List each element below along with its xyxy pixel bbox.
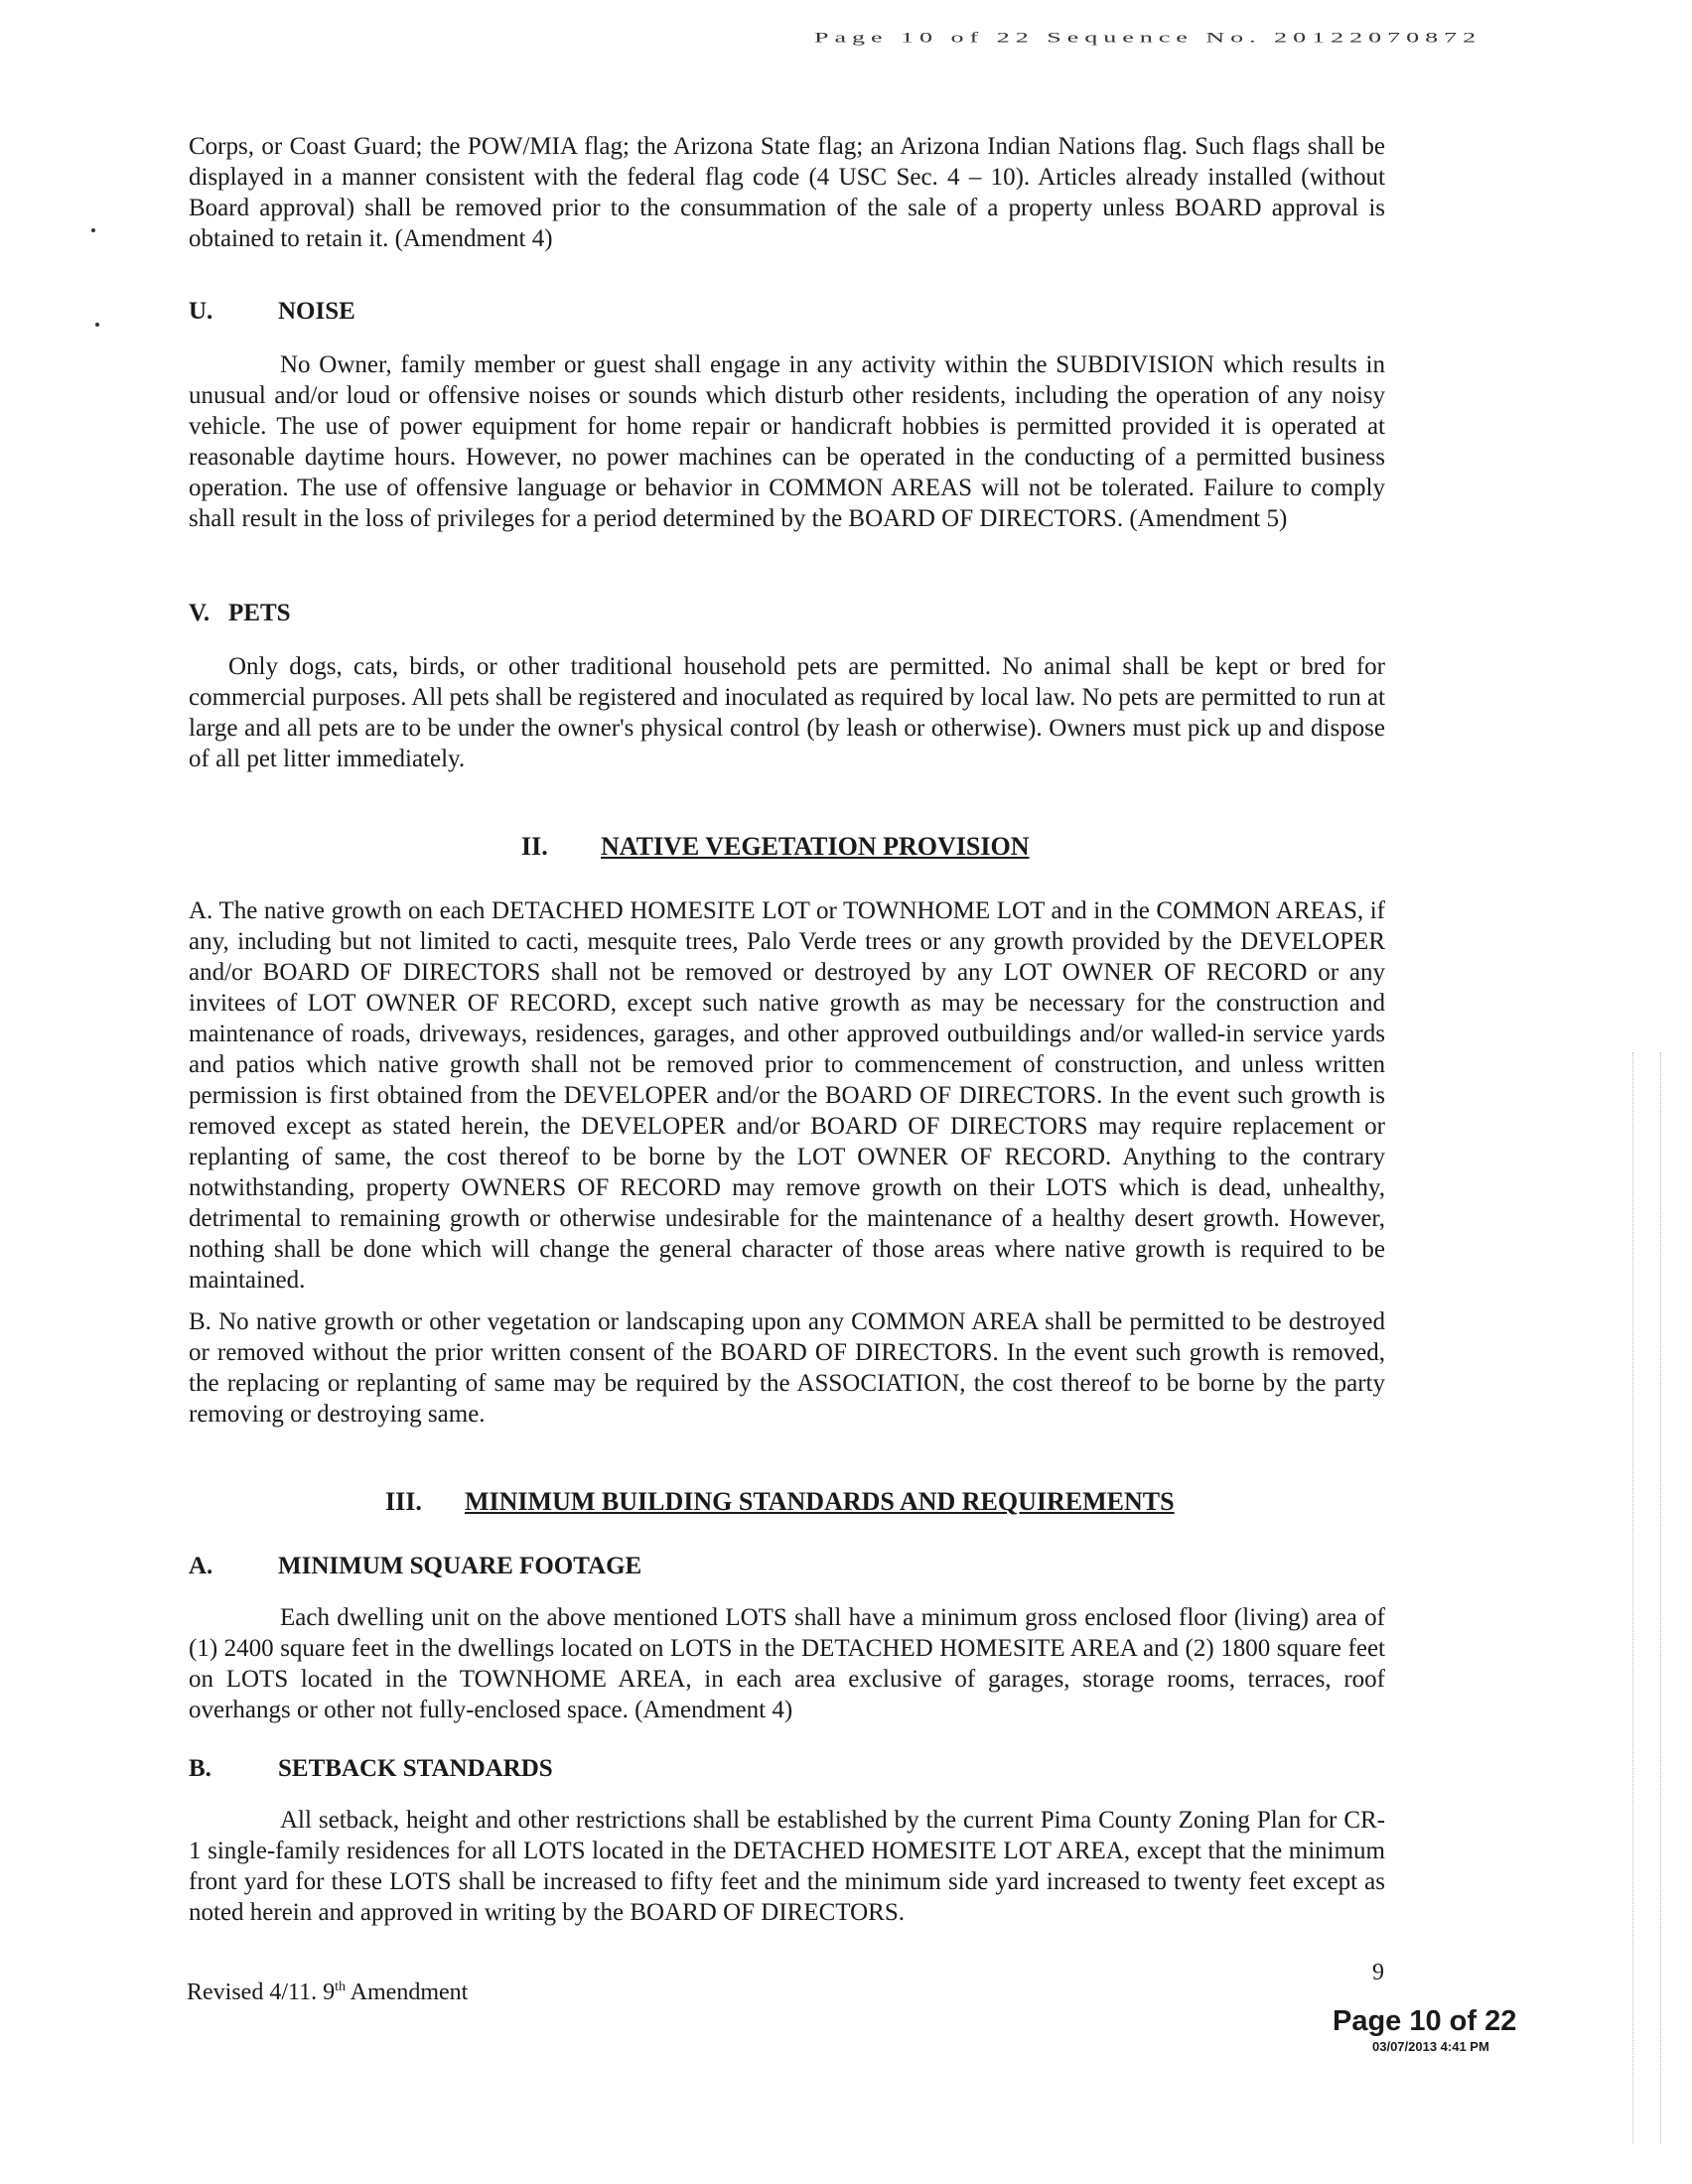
scan-speck bbox=[91, 228, 95, 232]
square-footage-paragraph: Each dwelling unit on the above mentioned LOTS shall have a minimum gross enclosed floor (living) area of (1) 2400 square feet in the dwellings located on LOTS in the DETACHED HOMESITE AREA and (2) 1800 square feet on LOTS located in the TOWNHOME AREA, in each area exclusive of garages, storage rooms, terraces, roof overhangs or other not fully-enclosed space. (Amendment 4) bbox=[189, 1604, 1385, 1723]
section-iii-heading bbox=[385, 1487, 1175, 1517]
section-iii-a-letter: A. bbox=[189, 1553, 213, 1579]
section-ii-title: NATIVE VEGETATION PROVISION bbox=[601, 832, 1030, 861]
section-v-heading bbox=[189, 600, 291, 627]
section-iii-a-heading bbox=[189, 1553, 641, 1580]
revision-prefix: Revised 4/11. 9 bbox=[187, 1979, 336, 2005]
section-u-heading bbox=[189, 298, 355, 326]
setback-paragraph: All setback, height and other restrictions shall be established by the current Pima County Zoning Plan for CR-1 single-family residences for all LOTS located in the DETACHED HOMESITE LOT AREA, except that the minimum front yard for these LOTS shall be increased to fifty feet and the minimum side yard increased to twenty feet except as noted herein and approved in writing by the BOARD OF DIRECTORS. bbox=[189, 1807, 1385, 1926]
section-v-letter: V. bbox=[189, 600, 211, 626]
scan-edge-line bbox=[1660, 1052, 1662, 2144]
vegetation-paragraph-b: B. No native growth or other vegetation or landscaping upon any COMMON AREA shall be permitted to be destroyed or removed without the prior written consent of the BOARD OF DIRECTORS. In the event such growth is removed, the replacing or replanting of same may be required by the ASSOCIATION, the cost thereof to be borne by the party removing or destroying same. bbox=[189, 1308, 1385, 1428]
revision-superscript: th bbox=[335, 1979, 346, 1994]
header-stamp: Page 10 of 22 Sequence No. 20122070872 bbox=[814, 30, 1482, 46]
section-u-title: NOISE bbox=[278, 298, 355, 325]
page-number: 9 bbox=[1372, 1960, 1384, 1985]
intro-paragraph: Corps, or Coast Guard; the POW/MIA flag; the Arizona State flag; an Arizona Indian Nations flag. Such flags shall be displayed in a manner consistent with the federal flag code (4 USC Sec. 4 – 10). Articles already installed (without Board approval) shall be removed prior to the consummation of the sale of a property unless BOARD approval is obtained to retain it. (Amendment 4) bbox=[189, 133, 1385, 252]
section-u-letter: U. bbox=[189, 298, 213, 325]
section-iii-a-title: MINIMUM SQUARE FOOTAGE bbox=[278, 1553, 642, 1579]
revision-suffix: Amendment bbox=[346, 1979, 469, 2005]
noise-paragraph: No Owner, family member or guest shall engage in any activity within the SUBDIVISION which results in unusual and/or loud or offensive noises or sounds which disturb other residents, including the operation of any noisy vehicle. The use of power equipment for home repair or handicraft hobbies is permitted provided it is operated at reasonable daytime hours. However, no power machines can be operated in the conducting of a permitted business operation. The use of offensive language or behavior in COMMON AREAS will not be tolerated. Failure to comply shall result in the loss of privileges for a period determined by the BOARD OF DIRECTORS. (Amendment 5) bbox=[189, 351, 1385, 532]
section-iii-b-heading bbox=[189, 1755, 553, 1783]
vegetation-paragraph-a: A. The native growth on each DETACHED HOMESITE LOT or TOWNHOME LOT and in the COMMON AREAS, if any, including but not limited to cacti, mesquite trees, Palo Verde trees or any growth provided by the DEVELOPER and/or BOARD OF DIRECTORS shall not be removed or destroyed by any LOT OWNER OF RECORD or any invitees of LOT OWNER OF RECORD, except such native growth as may be necessary for the construction and maintenance of roads, driveways, residences, garages, and other approved outbuildings and/or walled-in service yards and patios which native growth shall not be removed prior to commencement of construction, and unless written permission is first obtained from the DEVELOPER and/or the BOARD OF DIRECTORS. In the event such growth is removed except as stated herein, the DEVELOPER and/or BOARD OF DIRECTORS may require replacement or replanting of same, the cost thereof to be borne by the LOT OWNER OF RECORD. Anything to the contrary notwithstanding, property OWNERS OF RECORD may remove growth on their LOTS which is dead, unhealthy, detrimental to remaining growth or otherwise undesirable for the maintenance of a healthy desert growth. However, nothing shall be done which will change the general character of those areas where native growth is required to be maintained. bbox=[189, 897, 1385, 1294]
scan-speck bbox=[95, 323, 99, 327]
revision-note bbox=[187, 1979, 468, 2006]
recorder-page-stamp: Page 10 of 22 bbox=[1333, 2005, 1517, 2037]
pets-paragraph: Only dogs, cats, birds, or other traditional household pets are permitted. No animal shall be kept or bred for commercial purposes. All pets shall be registered and inoculated as required by local law. No pets are permitted to run at large and all pets are to be under the owner's physical control (by leash or otherwise). Owners must pick up and dispose of all pet litter immediately. bbox=[189, 653, 1385, 772]
section-iii-b-title: SETBACK STANDARDS bbox=[278, 1755, 553, 1782]
section-ii-number: II. bbox=[521, 832, 548, 861]
section-iii-title: MINIMUM BUILDING STANDARDS AND REQUIREMENTS bbox=[465, 1487, 1175, 1516]
section-iii-number: III. bbox=[385, 1487, 422, 1516]
scan-edge-line bbox=[1632, 1052, 1634, 2144]
recorder-date-stamp: 03/07/2013 4:41 PM bbox=[1372, 2039, 1489, 2054]
section-iii-b-letter: B. bbox=[189, 1755, 212, 1782]
section-v-title: PETS bbox=[228, 600, 291, 626]
section-ii-heading bbox=[521, 832, 1030, 862]
